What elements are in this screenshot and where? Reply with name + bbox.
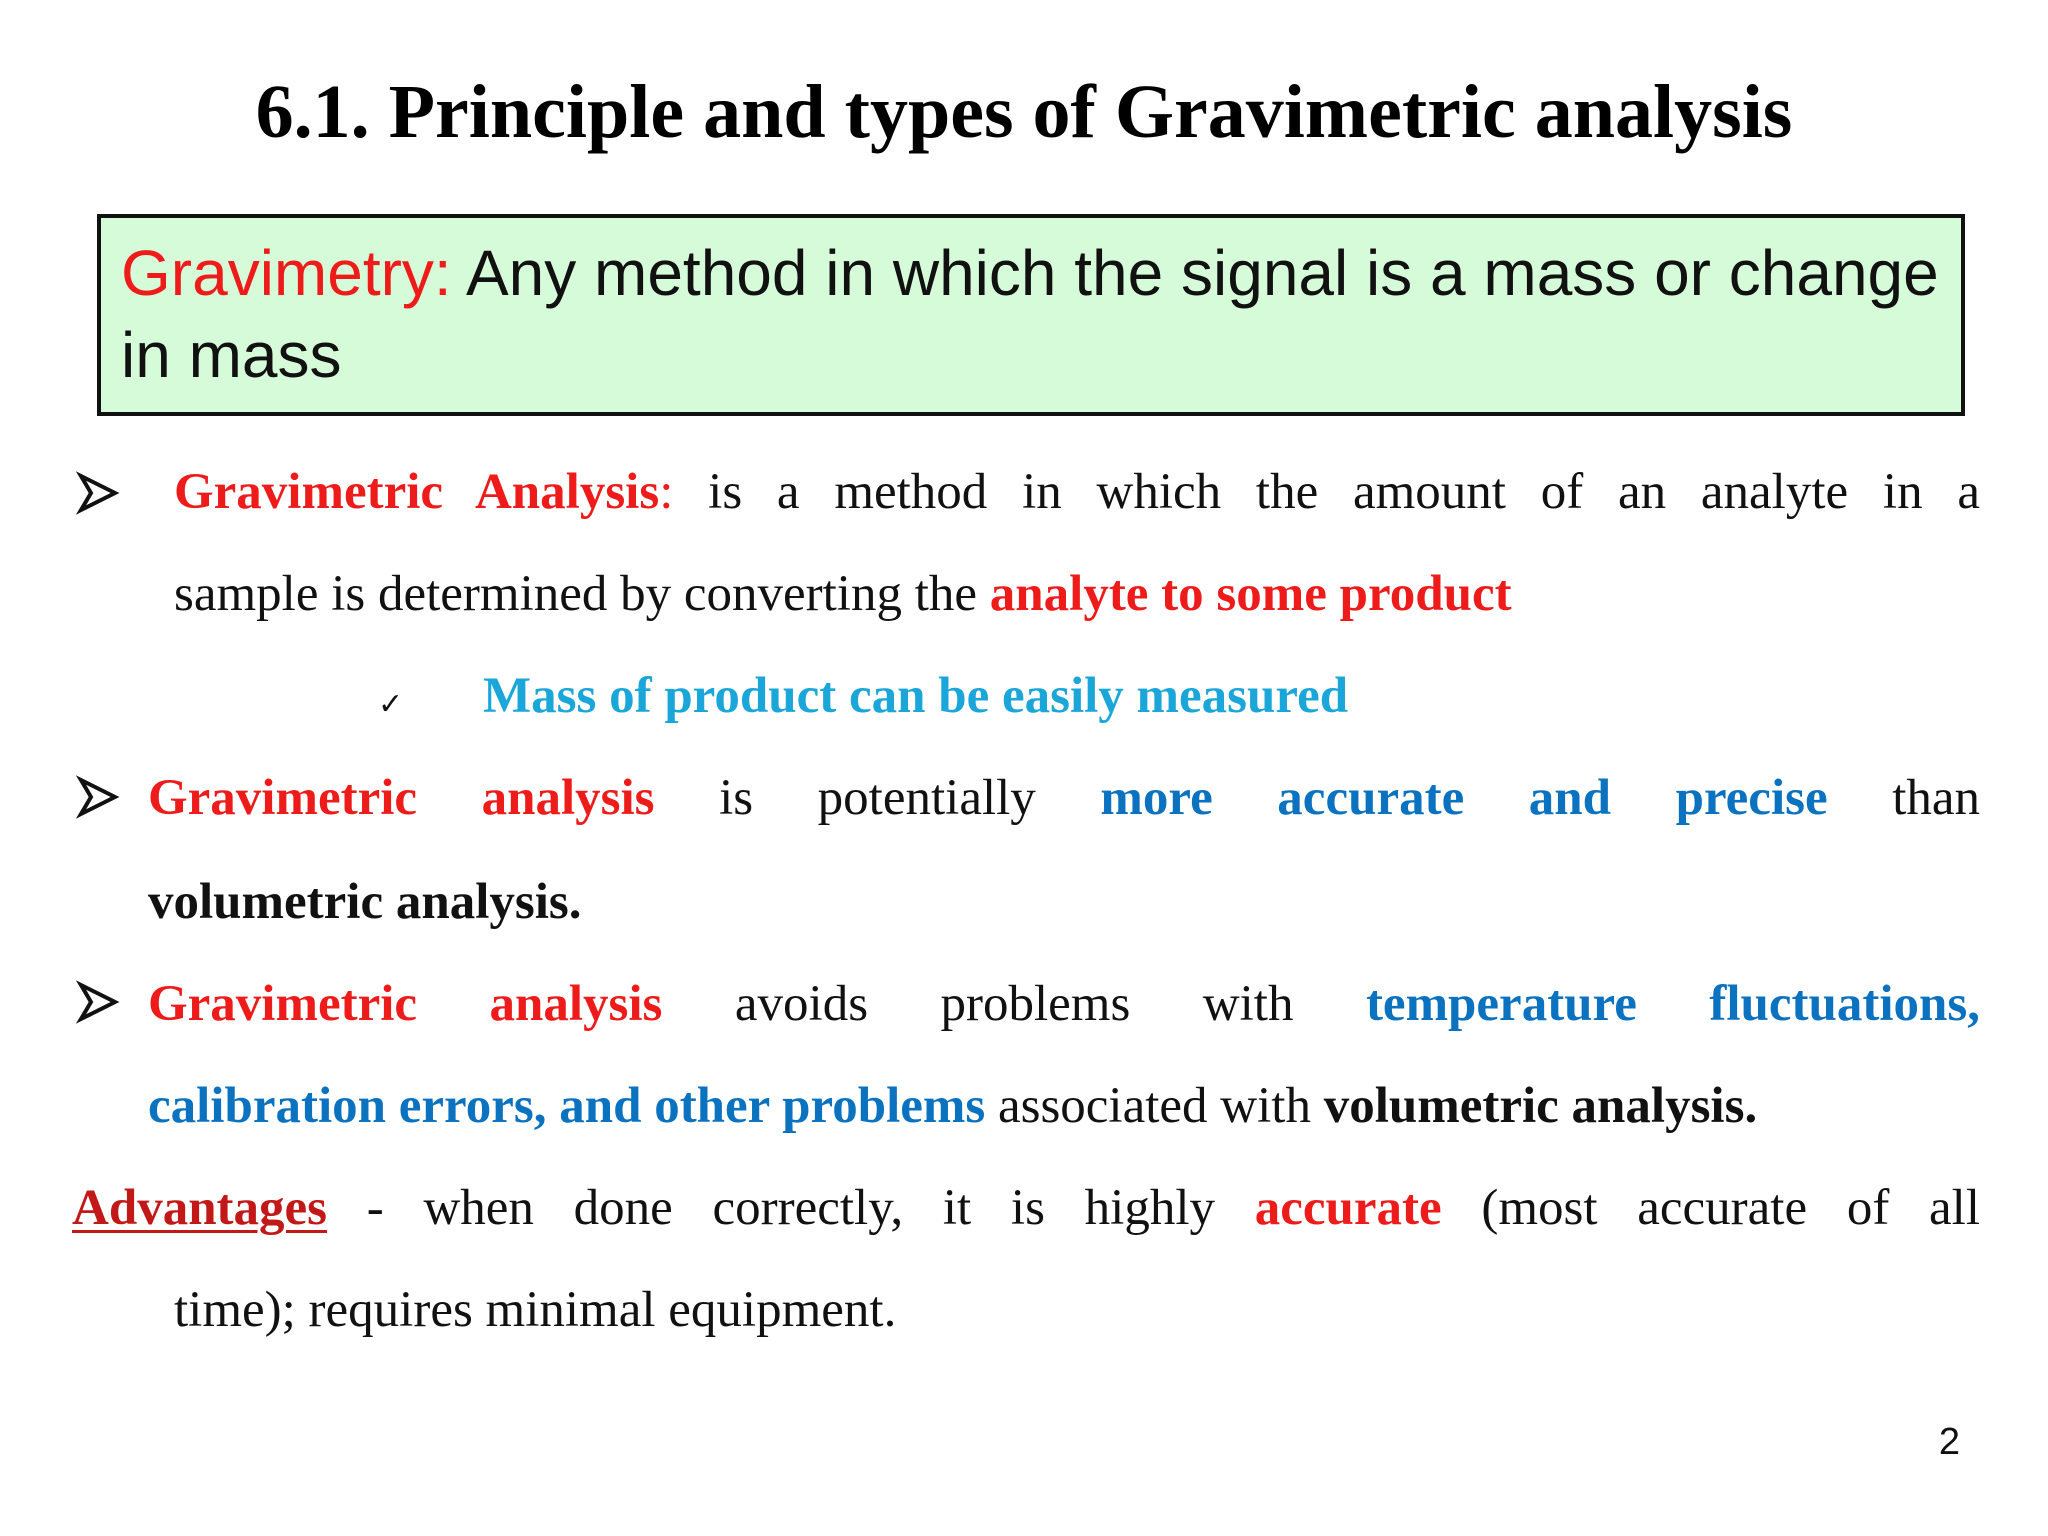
page-title: 6.1. Principle and types of Gravimetric analysis bbox=[255, 70, 1793, 154]
bullet-2-term: Gravimetric analysis bbox=[148, 770, 655, 826]
bullet-2-line-2: volumetric analysis. bbox=[148, 874, 582, 930]
advantages-line-2: time); requires minimal equipment. bbox=[174, 1282, 897, 1338]
bullet-3-line-2 bbox=[148, 1076, 1757, 1136]
advantages-text-1: - when done correctly, it is highly bbox=[327, 1180, 1255, 1236]
advantages-text-2: (most accurate of all bbox=[1441, 1180, 1981, 1236]
arrow-bullet-icon bbox=[73, 977, 123, 1027]
bullet-3-term: Gravimetric analysis bbox=[148, 976, 663, 1032]
arrow-bullet-icon bbox=[73, 468, 123, 518]
arrow-bullet-icon bbox=[73, 772, 123, 822]
bullet-2-highlight: more accurate and precise bbox=[1100, 770, 1828, 826]
bullet-1-colon: : bbox=[659, 464, 674, 520]
checkmark-icon: ✓ bbox=[378, 687, 404, 722]
bullet-1-term: Gravimetric Analysis bbox=[174, 464, 660, 520]
bullet-1-line-2 bbox=[174, 564, 1512, 624]
advantages-label: Advantages bbox=[72, 1180, 328, 1236]
bullet-3-text: avoids problems with bbox=[662, 976, 1366, 1032]
definition-term: Gravimetry: bbox=[121, 237, 452, 309]
bullet-2-line-1 bbox=[148, 768, 1980, 828]
bullet-3-line-2-text: associated with bbox=[985, 1078, 1324, 1134]
bullet-1-line-1 bbox=[174, 462, 1980, 522]
definition-box bbox=[97, 214, 1965, 416]
bullet-2-tail: than bbox=[1827, 770, 1980, 826]
bullet-2-text: is potentially bbox=[654, 770, 1101, 826]
sub-bullet-text: Mass of product can be easily measured bbox=[483, 668, 1349, 724]
advantages-line-1 bbox=[72, 1178, 1980, 1238]
bullet-1-line-2-text: sample is determined by converting the bbox=[174, 566, 990, 622]
bullet-3-bold: volumetric analysis. bbox=[1323, 1078, 1758, 1134]
bullet-1-highlight: analyte to some product bbox=[989, 566, 1512, 622]
advantages-highlight: accurate bbox=[1254, 1180, 1442, 1236]
page-number: 2 bbox=[1938, 1421, 1960, 1463]
bullet-3-highlight-2: calibration errors, and other problems bbox=[148, 1078, 986, 1134]
bullet-1-text: is a method in which the amount of an analyte in a bbox=[673, 464, 1980, 520]
bullet-3-line-1 bbox=[148, 974, 1980, 1034]
bullet-3-highlight: temperature fluctuations, bbox=[1365, 976, 1980, 1032]
definition-text: Any method in which the signal is a mass or change in mass bbox=[121, 237, 1939, 391]
